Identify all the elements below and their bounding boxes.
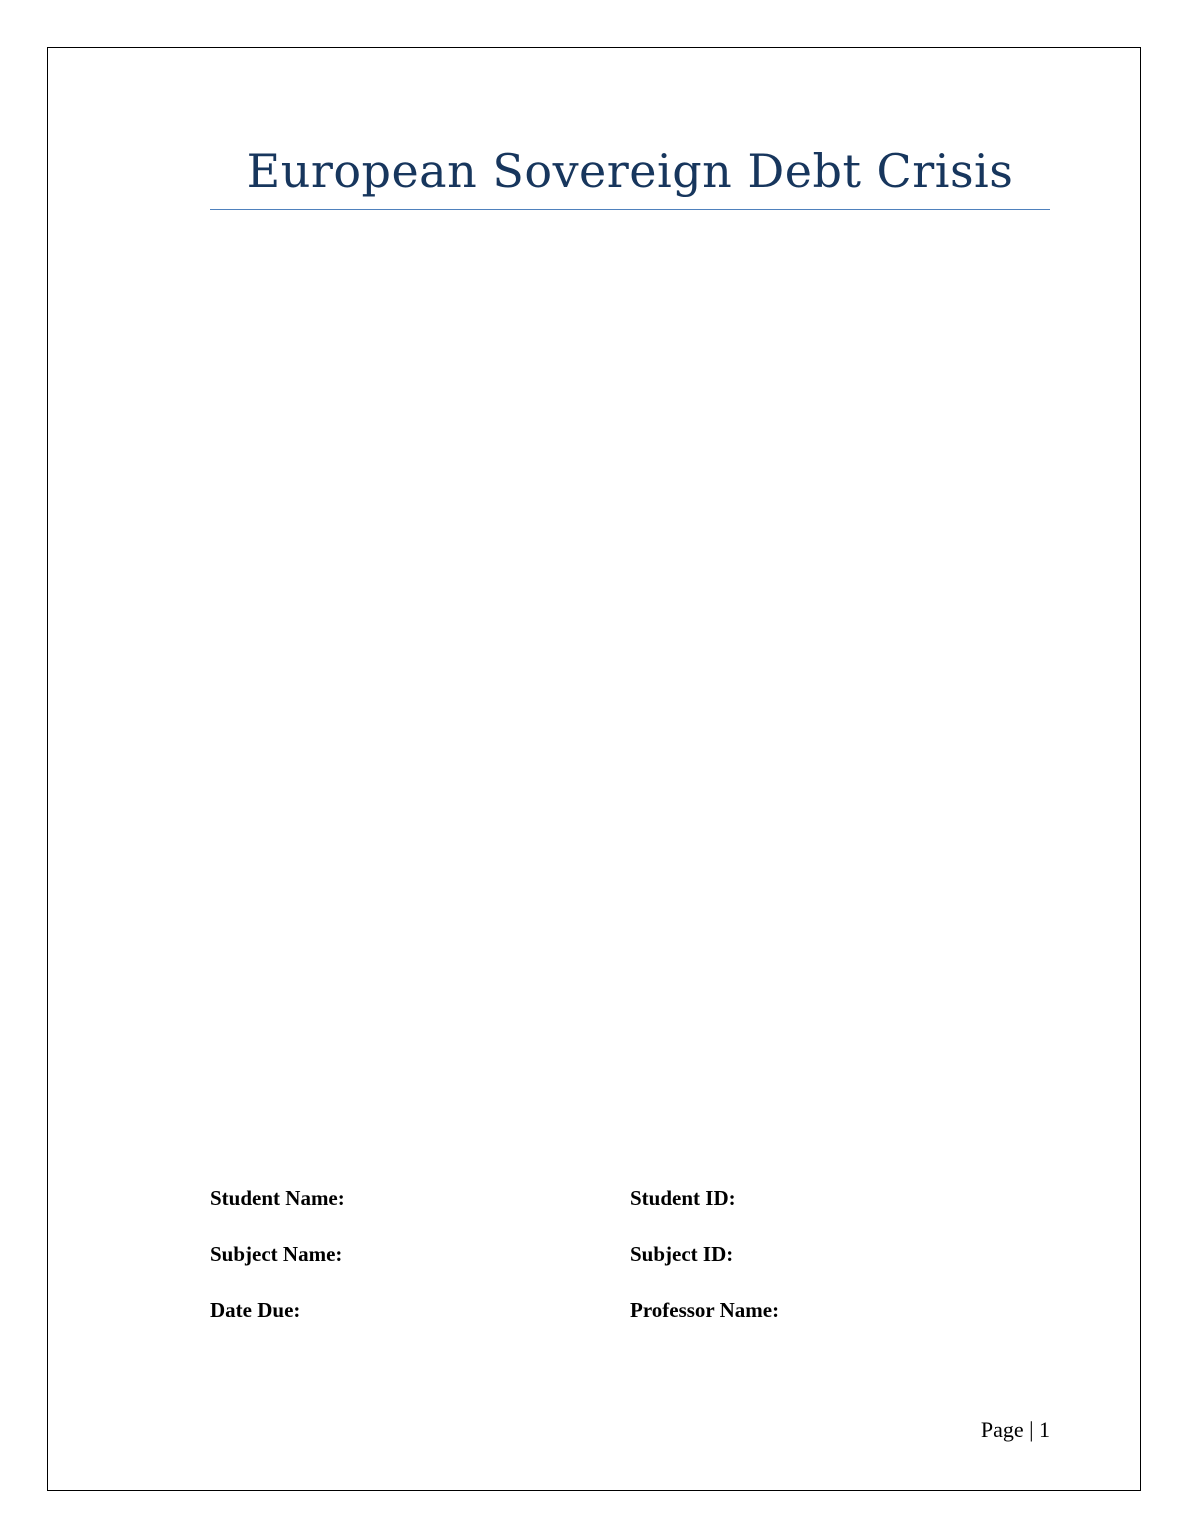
professor-name-label: Professor Name: <box>630 1298 780 1322</box>
title-block <box>210 140 1050 210</box>
info-row-student <box>210 1186 1050 1242</box>
document-title: European Sovereign Debt Crisis <box>246 144 1014 198</box>
date-due-label: Date Due: <box>210 1298 301 1322</box>
student-id-label: Student ID: <box>630 1186 736 1210</box>
info-row-date <box>210 1298 1050 1354</box>
subject-name-label: Subject Name: <box>210 1242 343 1266</box>
student-info-grid <box>210 1186 1050 1354</box>
info-row-subject <box>210 1242 1050 1298</box>
student-name-label: Student Name: <box>210 1186 345 1210</box>
subject-id-label: Subject ID: <box>630 1242 734 1266</box>
page-number: Page | 1 <box>980 1417 1050 1442</box>
